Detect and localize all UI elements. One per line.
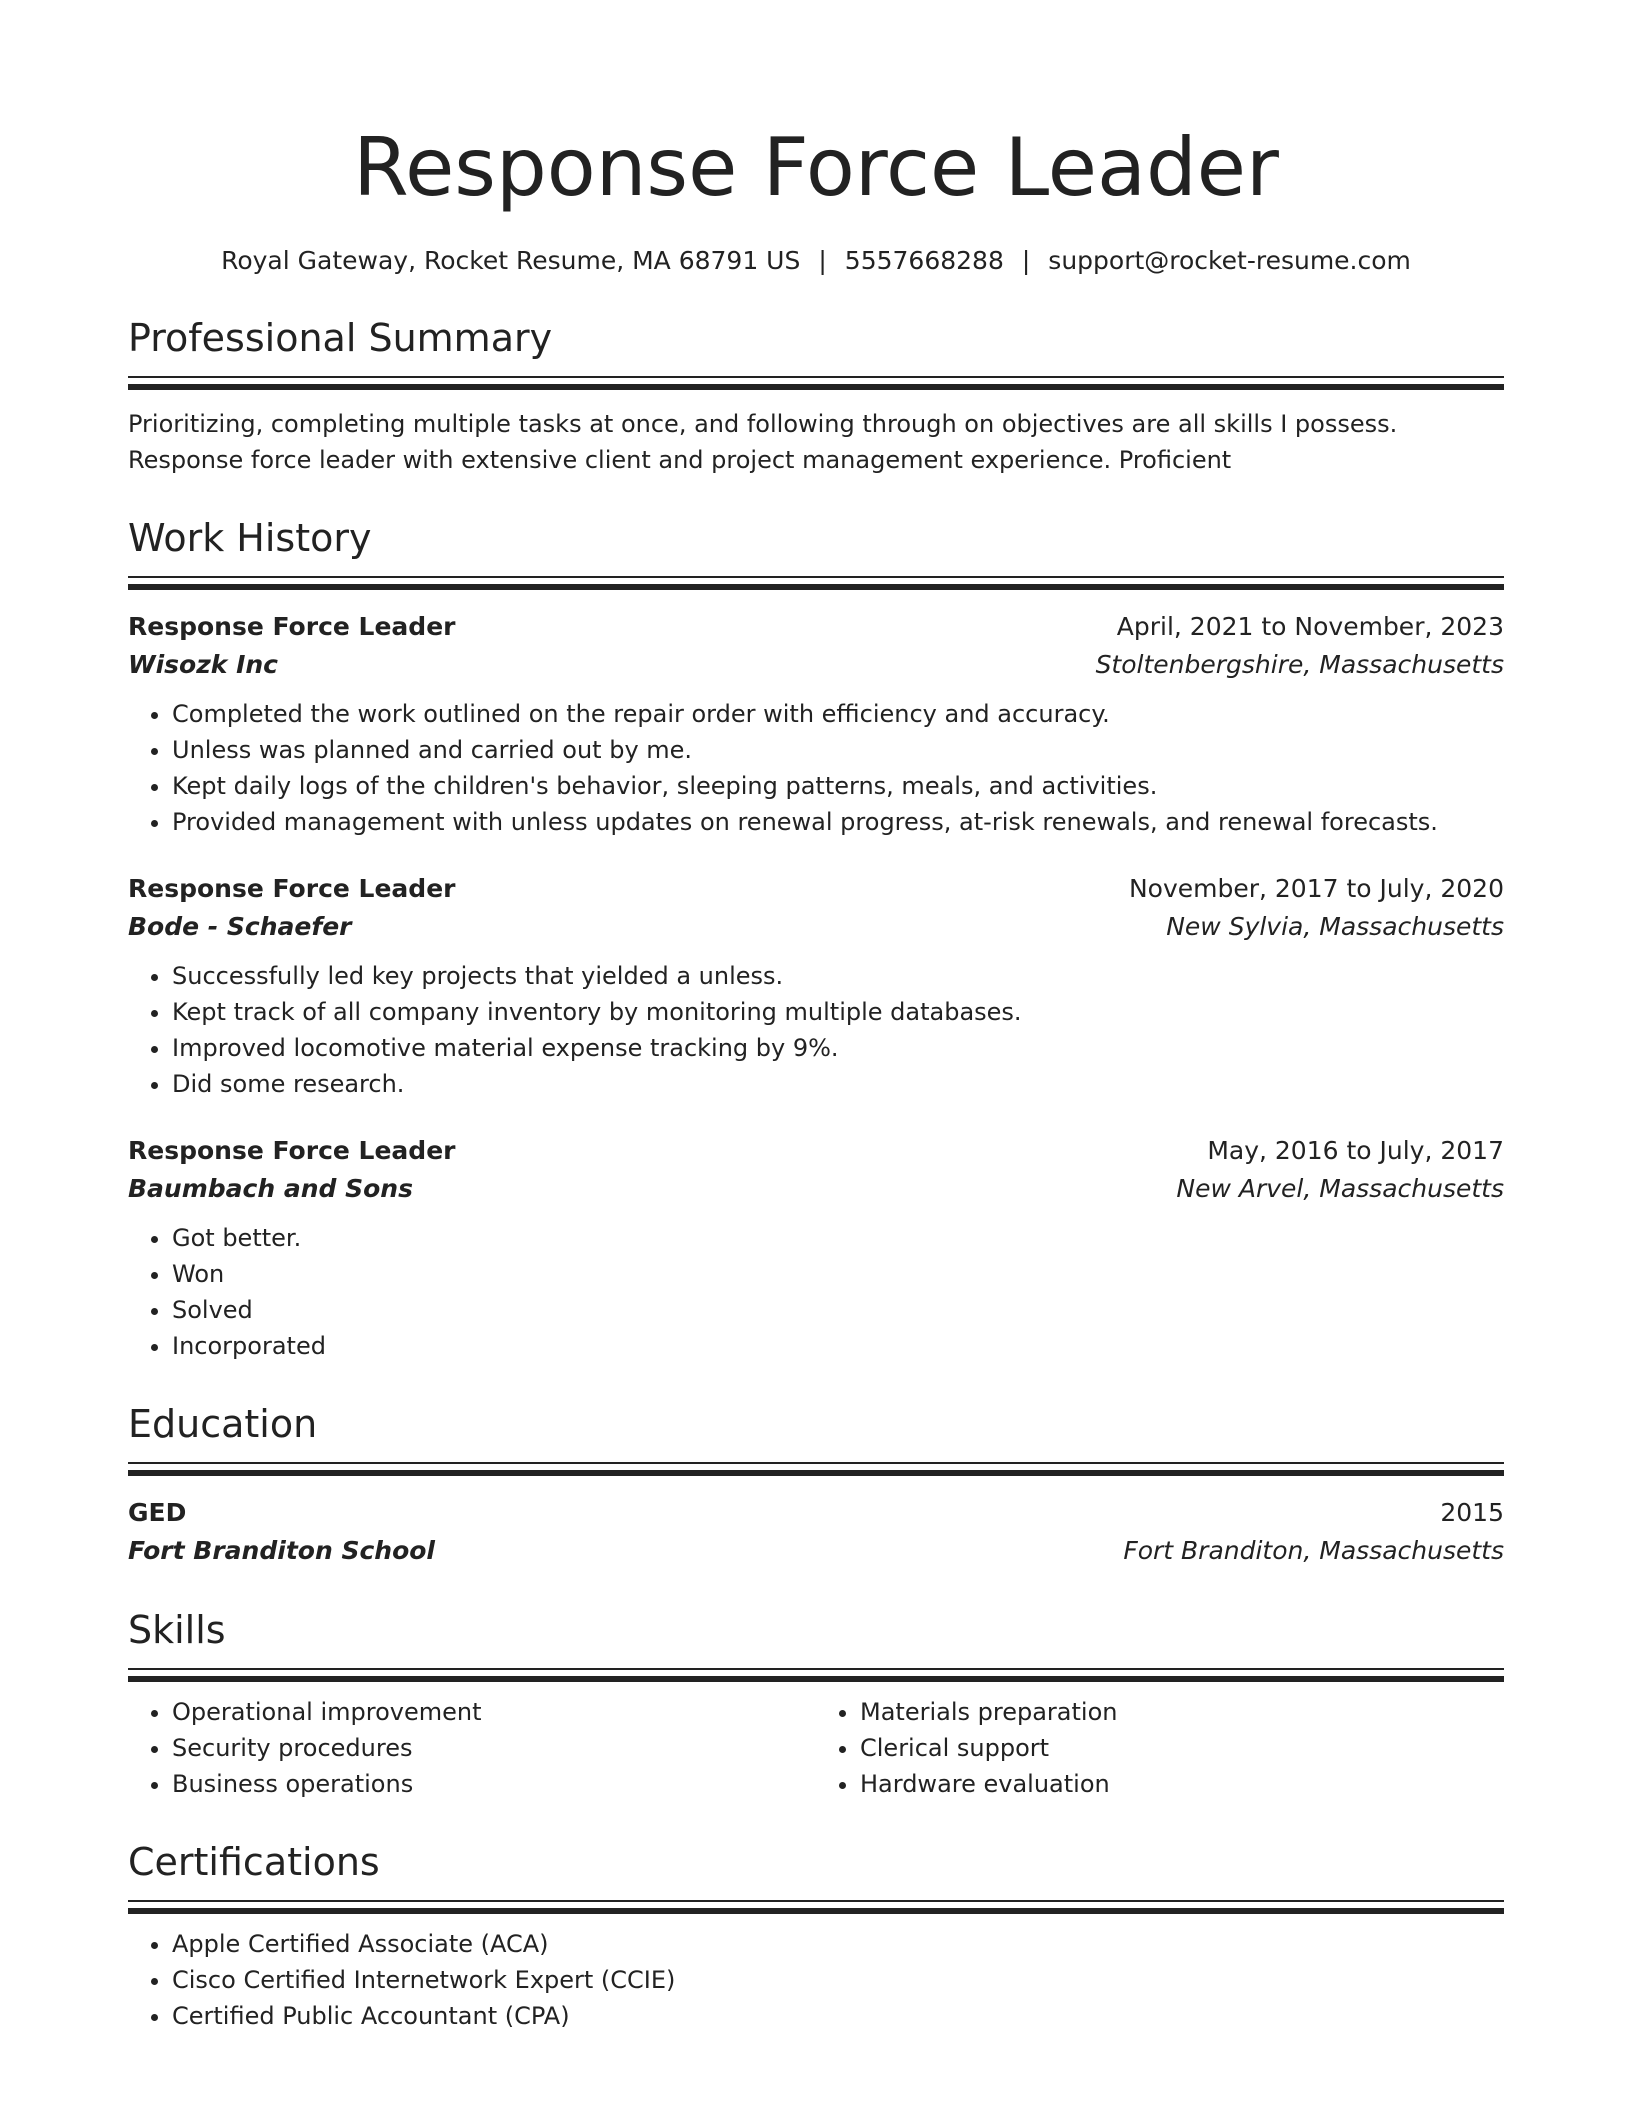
contact-line <box>128 244 1504 278</box>
job-title: Response Force Leader <box>128 612 456 641</box>
certifications-section <box>128 1838 1504 2034</box>
job-location: New Arvel, Massachusetts <box>1176 1174 1504 1203</box>
section-divider <box>128 376 1504 390</box>
list-item: • Kept daily logs of the children's behavior, sleeping patterns, meals, and activities. <box>172 768 1504 804</box>
certifications-list <box>128 1926 1504 2034</box>
graduation-year: 2015 <box>1440 1498 1504 1527</box>
skills-right-column <box>816 1694 1504 1802</box>
summary-section <box>128 314 1504 478</box>
section-heading: Education <box>128 1402 318 1446</box>
list-item: • Won <box>172 1256 1504 1292</box>
list-item: • Security procedures <box>172 1730 816 1766</box>
job-bullets <box>128 696 1504 840</box>
section-heading: Skills <box>128 1608 226 1652</box>
list-item: • Got better. <box>172 1220 1504 1256</box>
list-item: • Unless was planned and carried out by me. <box>172 732 1504 768</box>
education-entry <box>128 1494 1504 1570</box>
section-divider <box>128 1900 1504 1914</box>
job-bullets <box>128 1220 1504 1364</box>
job-dates: April, 2021 to November, 2023 <box>1116 612 1504 641</box>
section-divider <box>128 1668 1504 1682</box>
job-bullets <box>128 958 1504 1102</box>
list-item: • Cisco Certified Internetwork Expert (CCIE) <box>172 1962 1504 1998</box>
candidate-name: Response Force Leader <box>353 121 1279 214</box>
phone: 5557668288 <box>844 246 1004 275</box>
school-location: Fort Branditon, Massachusetts <box>1123 1536 1504 1565</box>
email: support@rocket-resume.com <box>1048 246 1411 275</box>
section-heading: Professional Summary <box>128 316 553 360</box>
skills-left-column <box>128 1694 816 1802</box>
company-name: Baumbach and Sons <box>128 1174 413 1203</box>
job-dates: May, 2016 to July, 2017 <box>1207 1136 1504 1165</box>
job-entry <box>128 608 1504 840</box>
list-item: • Certified Public Accountant (CPA) <box>172 1998 1504 2034</box>
address: Royal Gateway, Rocket Resume, MA 68791 US <box>221 246 801 275</box>
list-item: • Did some research. <box>172 1066 1504 1102</box>
list-item: • Incorporated <box>172 1328 1504 1364</box>
list-item: • Hardware evaluation <box>860 1766 1504 1802</box>
job-title: Response Force Leader <box>128 874 456 903</box>
list-item: • Apple Certified Associate (ACA) <box>172 1926 1504 1962</box>
job-dates: November, 2017 to July, 2020 <box>1128 874 1504 903</box>
list-item: • Improved locomotive material expense tracking by 9%. <box>172 1030 1504 1066</box>
company-name: Bode - Schaefer <box>128 912 352 941</box>
job-location: New Sylvia, Massachusetts <box>1166 912 1504 941</box>
contact-separator: | <box>818 246 827 275</box>
company-name: Wisozk Inc <box>128 650 278 679</box>
section-divider <box>128 1462 1504 1476</box>
section-heading: Certifications <box>128 1840 380 1884</box>
contact-separator: | <box>1021 246 1031 275</box>
skills-section <box>128 1606 1504 1802</box>
degree: GED <box>128 1498 187 1527</box>
list-item: • Solved <box>172 1292 1504 1328</box>
summary-text: Prioritizing, completing multiple tasks at once, and following through on objectives are all skills I possess. Response force leader with extensive client and project management experience. Proficient <box>128 410 1398 474</box>
list-item: • Business operations <box>172 1766 816 1802</box>
list-item: • Provided management with unless updates on renewal progress, at-risk renewals, and renewal forecasts. <box>172 804 1504 840</box>
education-section <box>128 1400 1504 1570</box>
job-location: Stoltenbergshire, Massachusetts <box>1095 650 1504 679</box>
list-item: • Successfully led key projects that yielded a unless. <box>172 958 1504 994</box>
resume-header <box>128 0 1504 278</box>
list-item: • Materials preparation <box>860 1694 1504 1730</box>
skills-columns <box>128 1694 1504 1802</box>
work-history-section <box>128 514 1504 1364</box>
section-heading: Work History <box>128 516 372 560</box>
school-name: Fort Branditon School <box>128 1536 435 1565</box>
section-divider <box>128 576 1504 590</box>
list-item: • Kept track of all company inventory by monitoring multiple databases. <box>172 994 1504 1030</box>
list-item: • Clerical support <box>860 1730 1504 1766</box>
list-item: • Operational improvement <box>172 1694 816 1730</box>
job-entry <box>128 1132 1504 1364</box>
job-title: Response Force Leader <box>128 1136 456 1165</box>
job-entry <box>128 870 1504 1102</box>
list-item: • Completed the work outlined on the repair order with efficiency and accuracy. <box>172 696 1504 732</box>
